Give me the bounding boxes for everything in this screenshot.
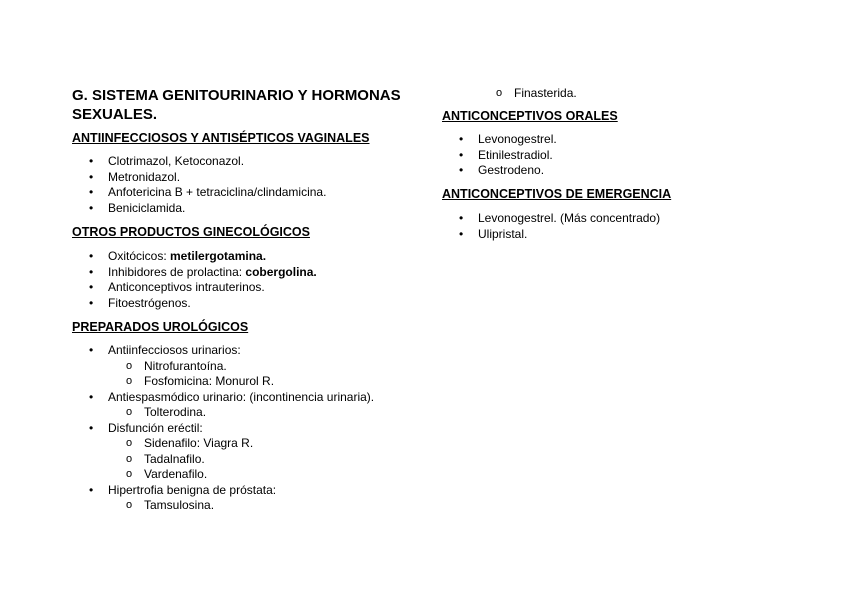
bullet-icon: • [89, 200, 94, 215]
list-item: • Anfotericina B + tetraciclina/clindamicina. [89, 185, 327, 199]
section-header-oral-contraceptives: ANTICONCEPTIVOS ORALES [442, 109, 618, 123]
bullet-icon: • [89, 420, 94, 435]
continued-sub-list [442, 86, 577, 102]
bullet-icon: • [89, 264, 94, 279]
list-item: • Fitoestrógenos. [89, 295, 191, 310]
list-item: • Inhibidores de prolactina: cobergolina. [89, 264, 317, 279]
emergency-contraceptives-list [442, 211, 660, 242]
list-item: • Beniciclamida. [89, 200, 186, 215]
list-item: • Anticonceptivos intrauterinos. [89, 280, 265, 294]
sub-list-item: o Tadalnafilo. [126, 451, 205, 466]
bullet-icon: • [89, 389, 94, 404]
circle-bullet-icon: o [496, 87, 503, 99]
bullet-icon: • [459, 211, 464, 225]
bullet-icon: • [89, 169, 94, 184]
circle-bullet-icon: o [126, 359, 133, 372]
section-header-urological: PREPARADOS UROLÓGICOS [72, 320, 249, 334]
list-item: • Metronidazol. [89, 169, 181, 184]
bullet-icon: • [89, 154, 94, 168]
bullet-icon: • [89, 343, 94, 357]
section-header-gynecological: OTROS PRODUCTOS GINECOLÓGICOS [72, 225, 310, 239]
circle-bullet-icon: o [126, 468, 133, 480]
list-item: • Clotrimazol, Ketoconazol. [89, 154, 245, 168]
list-item: • Antiespasmódico urinario: (incontinencia urinaria). [89, 389, 375, 404]
oral-contraceptives-list [442, 132, 557, 179]
circle-bullet-icon: o [126, 437, 133, 449]
bullet-icon: • [459, 132, 464, 146]
section-header-emergency-contraceptives: ANTICONCEPTIVOS DE EMERGENCIA [442, 187, 672, 201]
sub-list-item: o Fosfomicina: Monurol R. [126, 374, 275, 388]
sub-list-item: o Nitrofurantoína. [126, 358, 227, 373]
urological-list [72, 343, 374, 514]
list-item: • Gestrodeno. [459, 163, 545, 177]
list-item: • Oxitócicos: metilergotamina. [89, 249, 267, 263]
list-item: • Ulipristal. [459, 226, 528, 241]
list-item: • Hipertrofia benigna de próstata: [89, 482, 277, 497]
sub-list-item: o Tolterodina. [126, 405, 207, 419]
bullet-icon: • [459, 163, 464, 177]
page-title: G. SISTEMA GENITOURINARIO Y HORMONAS SEXUALES. [72, 87, 401, 123]
bullet-icon: • [459, 226, 464, 241]
circle-bullet-icon: o [126, 406, 133, 418]
bullet-icon: • [89, 482, 94, 497]
sub-list-item: o Sidenafilo: Viagra R. [126, 436, 254, 450]
list-item: • Levonogestrel. [459, 132, 557, 146]
section-header-vaginal-antiinfectives: ANTIINFECCIOSOS Y ANTISÉPTICOS VAGINALES [72, 131, 370, 145]
sub-list-item: o Vardenafilo. [126, 467, 208, 481]
list-item: • Disfunción eréctil: [89, 420, 203, 435]
list-item: • Levonogestrel. (Más concentrado) [459, 211, 661, 225]
sub-list-item: o Tamsulosina. [126, 498, 215, 512]
list-item: • Antiinfecciosos urinarios: [89, 343, 241, 357]
circle-bullet-icon: o [126, 375, 133, 387]
bullet-icon: • [89, 295, 94, 310]
bullet-icon: • [89, 280, 94, 294]
list-item: • Etinilestradiol. [459, 147, 553, 162]
bullet-icon: • [89, 185, 94, 199]
bullet-icon: • [89, 249, 94, 263]
bullet-icon: • [459, 147, 464, 162]
circle-bullet-icon: o [126, 452, 133, 465]
circle-bullet-icon: o [126, 499, 133, 511]
sub-list-item: o Finasterida. [496, 86, 577, 100]
vaginal-antiinfectives-list [72, 154, 326, 216]
gynecological-list [72, 249, 317, 311]
